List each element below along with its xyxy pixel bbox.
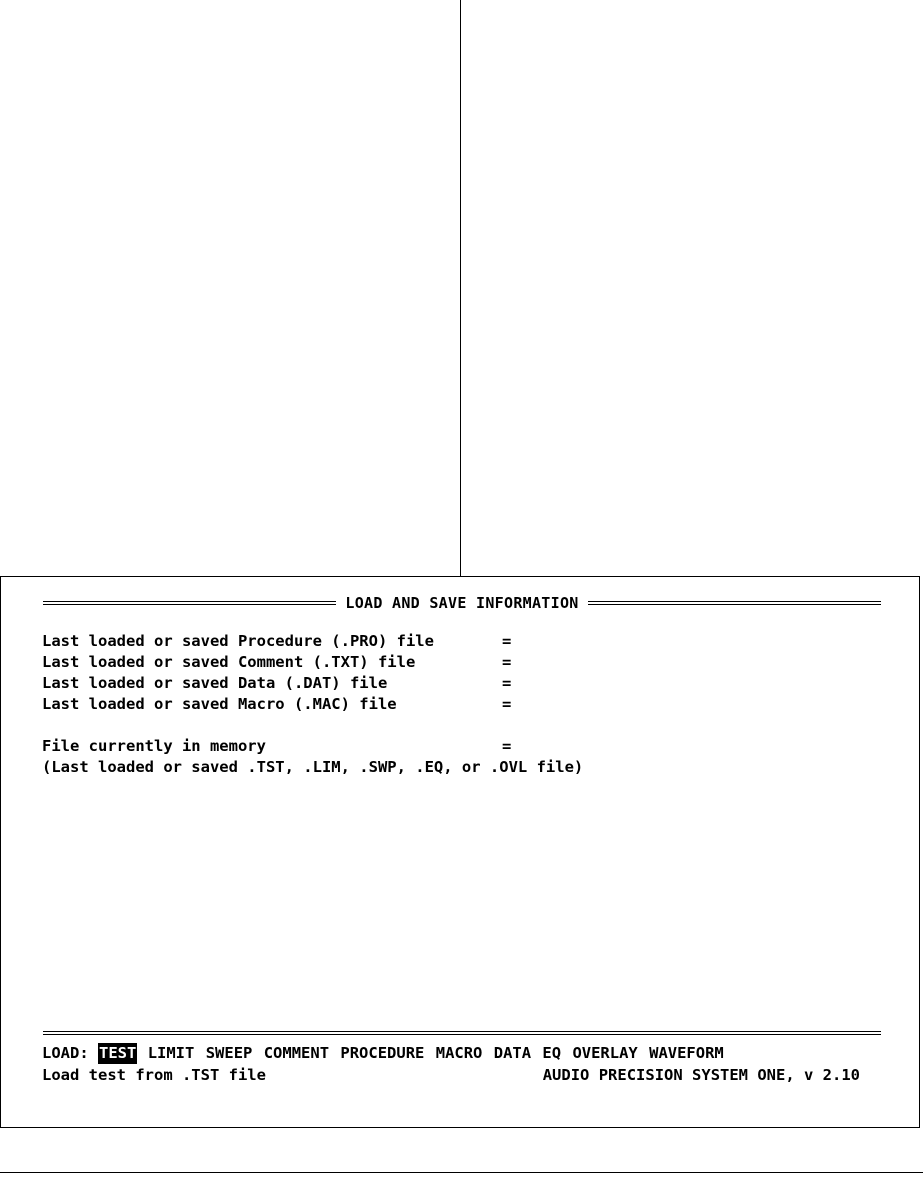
info-label: Last loaded or saved Comment (.TXT) file	[42, 653, 416, 671]
dos-screen	[0, 576, 920, 1128]
page-column-divider	[460, 0, 461, 577]
menu-item-eq[interactable]: EQ	[542, 1044, 562, 1062]
menu-item-macro[interactable]: MACRO	[435, 1044, 483, 1062]
menu-item-data[interactable]: DATA	[493, 1044, 532, 1062]
status-line	[42, 1065, 860, 1086]
status-app-version: AUDIO PRECISION SYSTEM ONE, v 2.10	[542, 1066, 860, 1084]
info-row-macro	[42, 694, 583, 715]
menu-item-test[interactable]: TEST	[99, 1044, 137, 1062]
info-equals: =	[502, 674, 512, 692]
load-menu-bar	[42, 1043, 725, 1064]
info-label: Last loaded or saved Macro (.MAC) file	[42, 695, 397, 713]
page-title: LOAD AND SAVE INFORMATION	[345, 594, 579, 612]
title-bar	[43, 593, 881, 613]
info-row-procedure	[42, 631, 583, 652]
info-label: Last loaded or saved Procedure (.PRO) file	[42, 632, 434, 650]
menu-item-comment[interactable]: COMMENT	[263, 1044, 330, 1062]
page-bottom-rule	[0, 1172, 923, 1173]
info-row-memory	[42, 736, 583, 757]
info-equals: =	[502, 632, 512, 650]
menu-item-waveform[interactable]: WAVEFORM	[649, 1044, 724, 1062]
menu-separator-double-line	[43, 1031, 881, 1035]
file-info-list	[42, 631, 583, 778]
info-spacer	[42, 715, 583, 736]
menu-item-sweep[interactable]: SWEEP	[205, 1044, 253, 1062]
menu-item-overlay[interactable]: OVERLAY	[572, 1044, 638, 1062]
info-equals: =	[502, 695, 512, 713]
title-double-line-left	[43, 601, 336, 605]
info-row-comment	[42, 652, 583, 673]
info-row-data	[42, 673, 583, 694]
menu-item-procedure[interactable]: PROCEDURE	[340, 1044, 425, 1062]
memory-label: File currently in memory	[42, 737, 266, 755]
info-equals: =	[502, 653, 512, 671]
status-help-text: Load test from .TST file	[42, 1066, 266, 1084]
memory-equals: =	[502, 737, 512, 755]
menu-prefix: LOAD:	[42, 1044, 89, 1062]
menu-item-limit[interactable]: LIMIT	[147, 1044, 195, 1062]
memory-note: (Last loaded or saved .TST, .LIM, .SWP, .EQ, or .OVL file)	[42, 758, 584, 776]
info-label: Last loaded or saved Data (.DAT) file	[42, 674, 388, 692]
title-double-line-right	[588, 601, 881, 605]
